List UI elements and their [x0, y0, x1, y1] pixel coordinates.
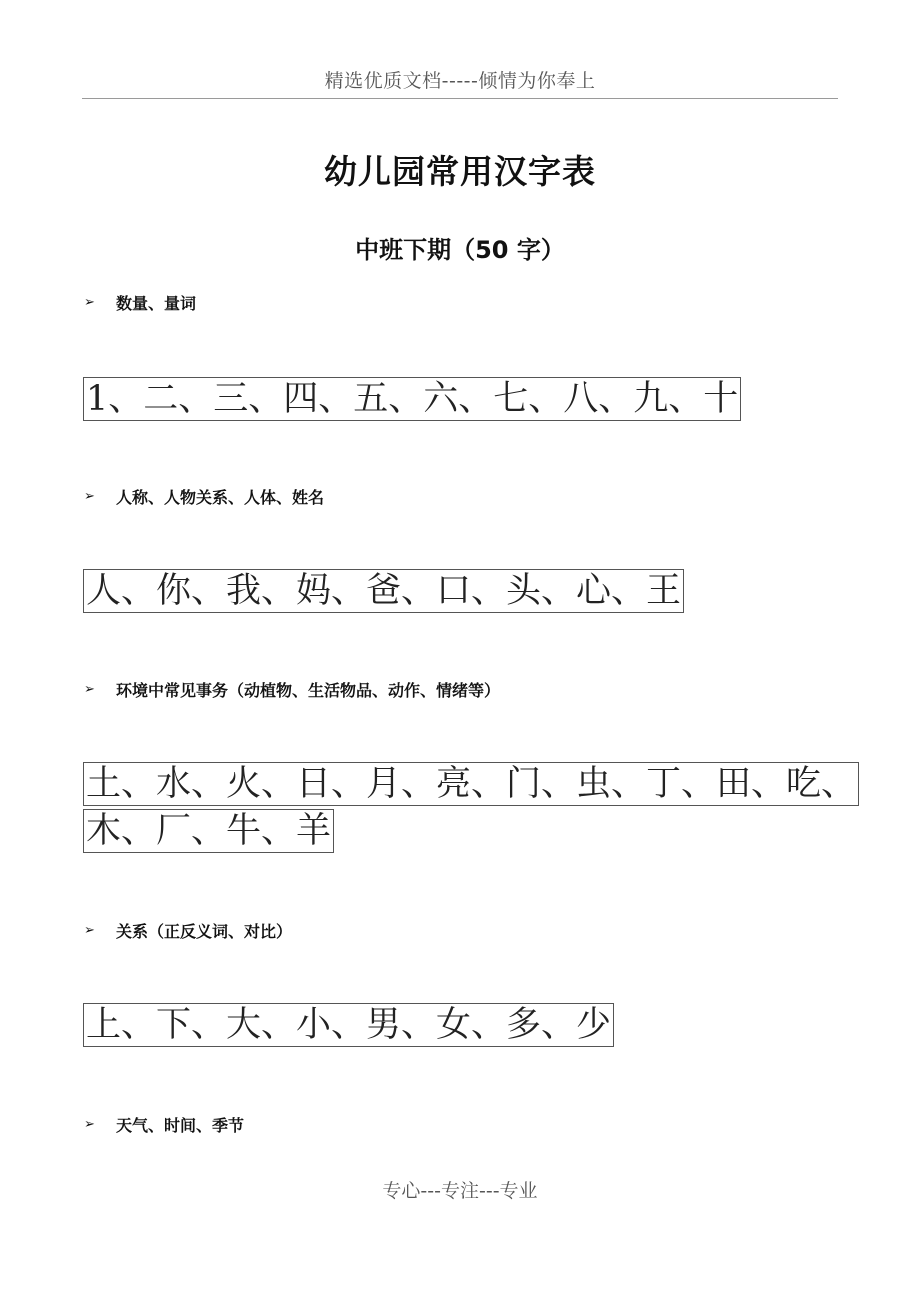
section-heading-weather-time [84, 1113, 244, 1136]
section-heading-numbers [84, 291, 196, 314]
bullet-arrow-icon: ➢ [84, 295, 95, 310]
section-heading-label: 环境中常见事务（动植物、生活物品、动作、情绪等） [116, 681, 501, 700]
character-line: 1、二、三、四、五、六、七、八、九、十 [83, 377, 741, 421]
section-heading-environment [84, 678, 500, 701]
page-footer: 专心---专注---专业 [382, 1180, 538, 1202]
bullet-arrow-icon: ➢ [84, 923, 95, 938]
section-heading-label: 关系（正反义词、对比） [116, 922, 293, 941]
character-line: 土、水、火、日、月、亮、门、虫、丁、田、吃、 [83, 762, 859, 806]
section-heading-relations [84, 919, 292, 942]
document-title: 幼儿园常用汉字表 [324, 152, 596, 191]
character-line: 人、你、我、妈、爸、口、头、心、王 [83, 569, 684, 613]
character-line: 木、厂、牛、羊 [83, 809, 334, 853]
header-text: 精选优质文档-----倾情为你奉上 [324, 70, 596, 92]
section-heading-label: 数量、量词 [116, 294, 197, 313]
header-divider [82, 98, 838, 99]
section-heading-people [84, 485, 324, 508]
bullet-arrow-icon: ➢ [84, 1117, 95, 1132]
section-heading-label: 人称、人物关系、人体、姓名 [116, 488, 325, 507]
bullet-arrow-icon: ➢ [84, 682, 95, 697]
document-subtitle: 中班下期（50 字） [355, 236, 565, 264]
section-heading-label: 天气、时间、季节 [116, 1116, 245, 1135]
bullet-arrow-icon: ➢ [84, 489, 95, 504]
character-line: 上、下、大、小、男、女、多、少 [83, 1003, 614, 1047]
